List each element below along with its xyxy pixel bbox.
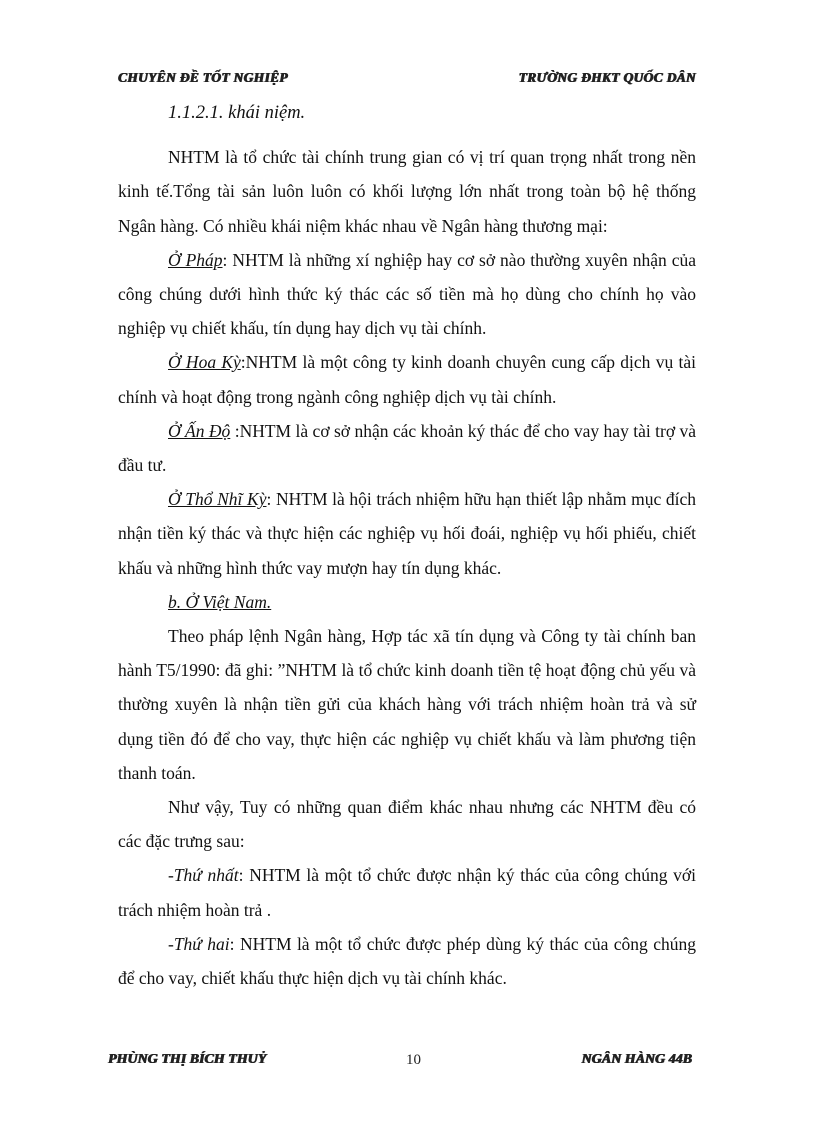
document-body (118, 96, 696, 995)
paragraph-hoaky (118, 345, 696, 413)
hoaky-text: :NHTM là một công ty kinh doanh chuyên cung cấp dịch vụ tài chính và hoạt động trong ngành công nghiệp dịch vụ tài chính. (118, 352, 696, 407)
paragraph-first: -Thứ nhất: NHTM là một tổ chức được nhận ký thác của công chúng với trách nhiệm hoàn trả . (118, 865, 697, 920)
vietnam-heading: b. Ở Việt Nam. (168, 591, 272, 612)
summary-text: Như vậy, Tuy có những quan điểm khác nhau nhưng các NHTM đều có các đặc trưng sau: (118, 797, 696, 852)
footer-author: PHÙNG THỊ BÍCH THUỶ (108, 1052, 267, 1067)
paragraph-vietnam (118, 619, 696, 790)
footer-class: NGÂN HÀNG 44B (581, 1052, 692, 1067)
paragraph-phap (118, 243, 696, 346)
paragraph-vietnam-heading (118, 585, 696, 619)
paragraph-intro (118, 140, 696, 243)
vietnam-text: Theo pháp lệnh Ngân hàng, Hợp tác xã tín dụng và Công ty tài chính ban hành T5/1990: đã ghi: ”NHTM là tổ chức kinh doanh tiền tệ hoạt động chủ yếu và thường xuyên là nhận tiền gửi của khách hàng với trách nhiệm hoàn trả và sử dụng tiền đó để cho vay, thực hiện các nghiệp vụ chiết khấu và làm phương tiện thanh toán. (118, 626, 696, 783)
section-title: 1.1.2.1. khái niệm. (168, 103, 306, 123)
thonhiky-text: : NHTM là hội trách nhiệm hữu hạn thiết lập nhằm mục đích nhận tiền ký thác và thực hiện các nghiệp vụ hối đoái, nghiệp vụ hối phiếu, chiết khấu và những hình thức vay mượn hay tín dụng khác. (118, 489, 696, 578)
paragraph-ando (118, 414, 696, 482)
second-label: Thứ hai (173, 933, 230, 954)
ando-text: :NHTM là cơ sở nhận các khoản ký thác để cho vay hay tài trợ và đầu tư. (118, 420, 697, 476)
header-right: TRƯỜNG ĐHKT QUỐC DÂN (518, 70, 696, 85)
intro-text: NHTM là tổ chức tài chính trung gian có vị trí quan trọng nhất trong nền kinh tế.Tổng tài sản luôn luôn có khối lượng lớn nhất trong toàn bộ hệ thống Ngân hàng. Có nhiều khái niệm khác nhau về Ngân hàng thương mại: (118, 147, 696, 236)
phap-label: Ở Pháp (168, 249, 223, 270)
phap-text: : NHTM là những xí nghiệp hay cơ sở nào thường xuyên nhận của công chúng dưới hình thức ký thác các số tiền mà họ dùng cho chính họ vào nghiệp vụ chiết khấu, tín dụng hay dịch vụ tài chính. (118, 249, 696, 339)
page-header (118, 70, 696, 86)
header-left: CHUYÊN ĐỀ TỐT NGHIỆP (118, 70, 288, 85)
thonhiky-label: Ở Thổ Nhĩ Kỳ (168, 489, 267, 510)
second-text: : NHTM là một tổ chức được phép dùng ký thác của công chúng để cho vay, chiết khấu thực hiện dịch vụ tài chính khác. (118, 933, 697, 989)
paragraph-second: -Thứ hai: NHTM là một tổ chức được phép dùng ký thác của công chúng để cho vay, chiết khấu thực hiện dịch vụ tài chính khác. (118, 933, 697, 989)
first-text: : NHTM là một tổ chức được nhận ký thác của công chúng với trách nhiệm hoàn trả . (118, 865, 697, 920)
hoaky-label: Ở Hoa Kỳ (168, 352, 241, 373)
paragraph-thonhiky (118, 482, 696, 585)
first-label: Thứ nhất (173, 865, 239, 886)
page-number: 10 (406, 1052, 421, 1068)
paragraph-summary (118, 790, 696, 858)
ando-label: Ở Ấn Độ (168, 420, 231, 441)
